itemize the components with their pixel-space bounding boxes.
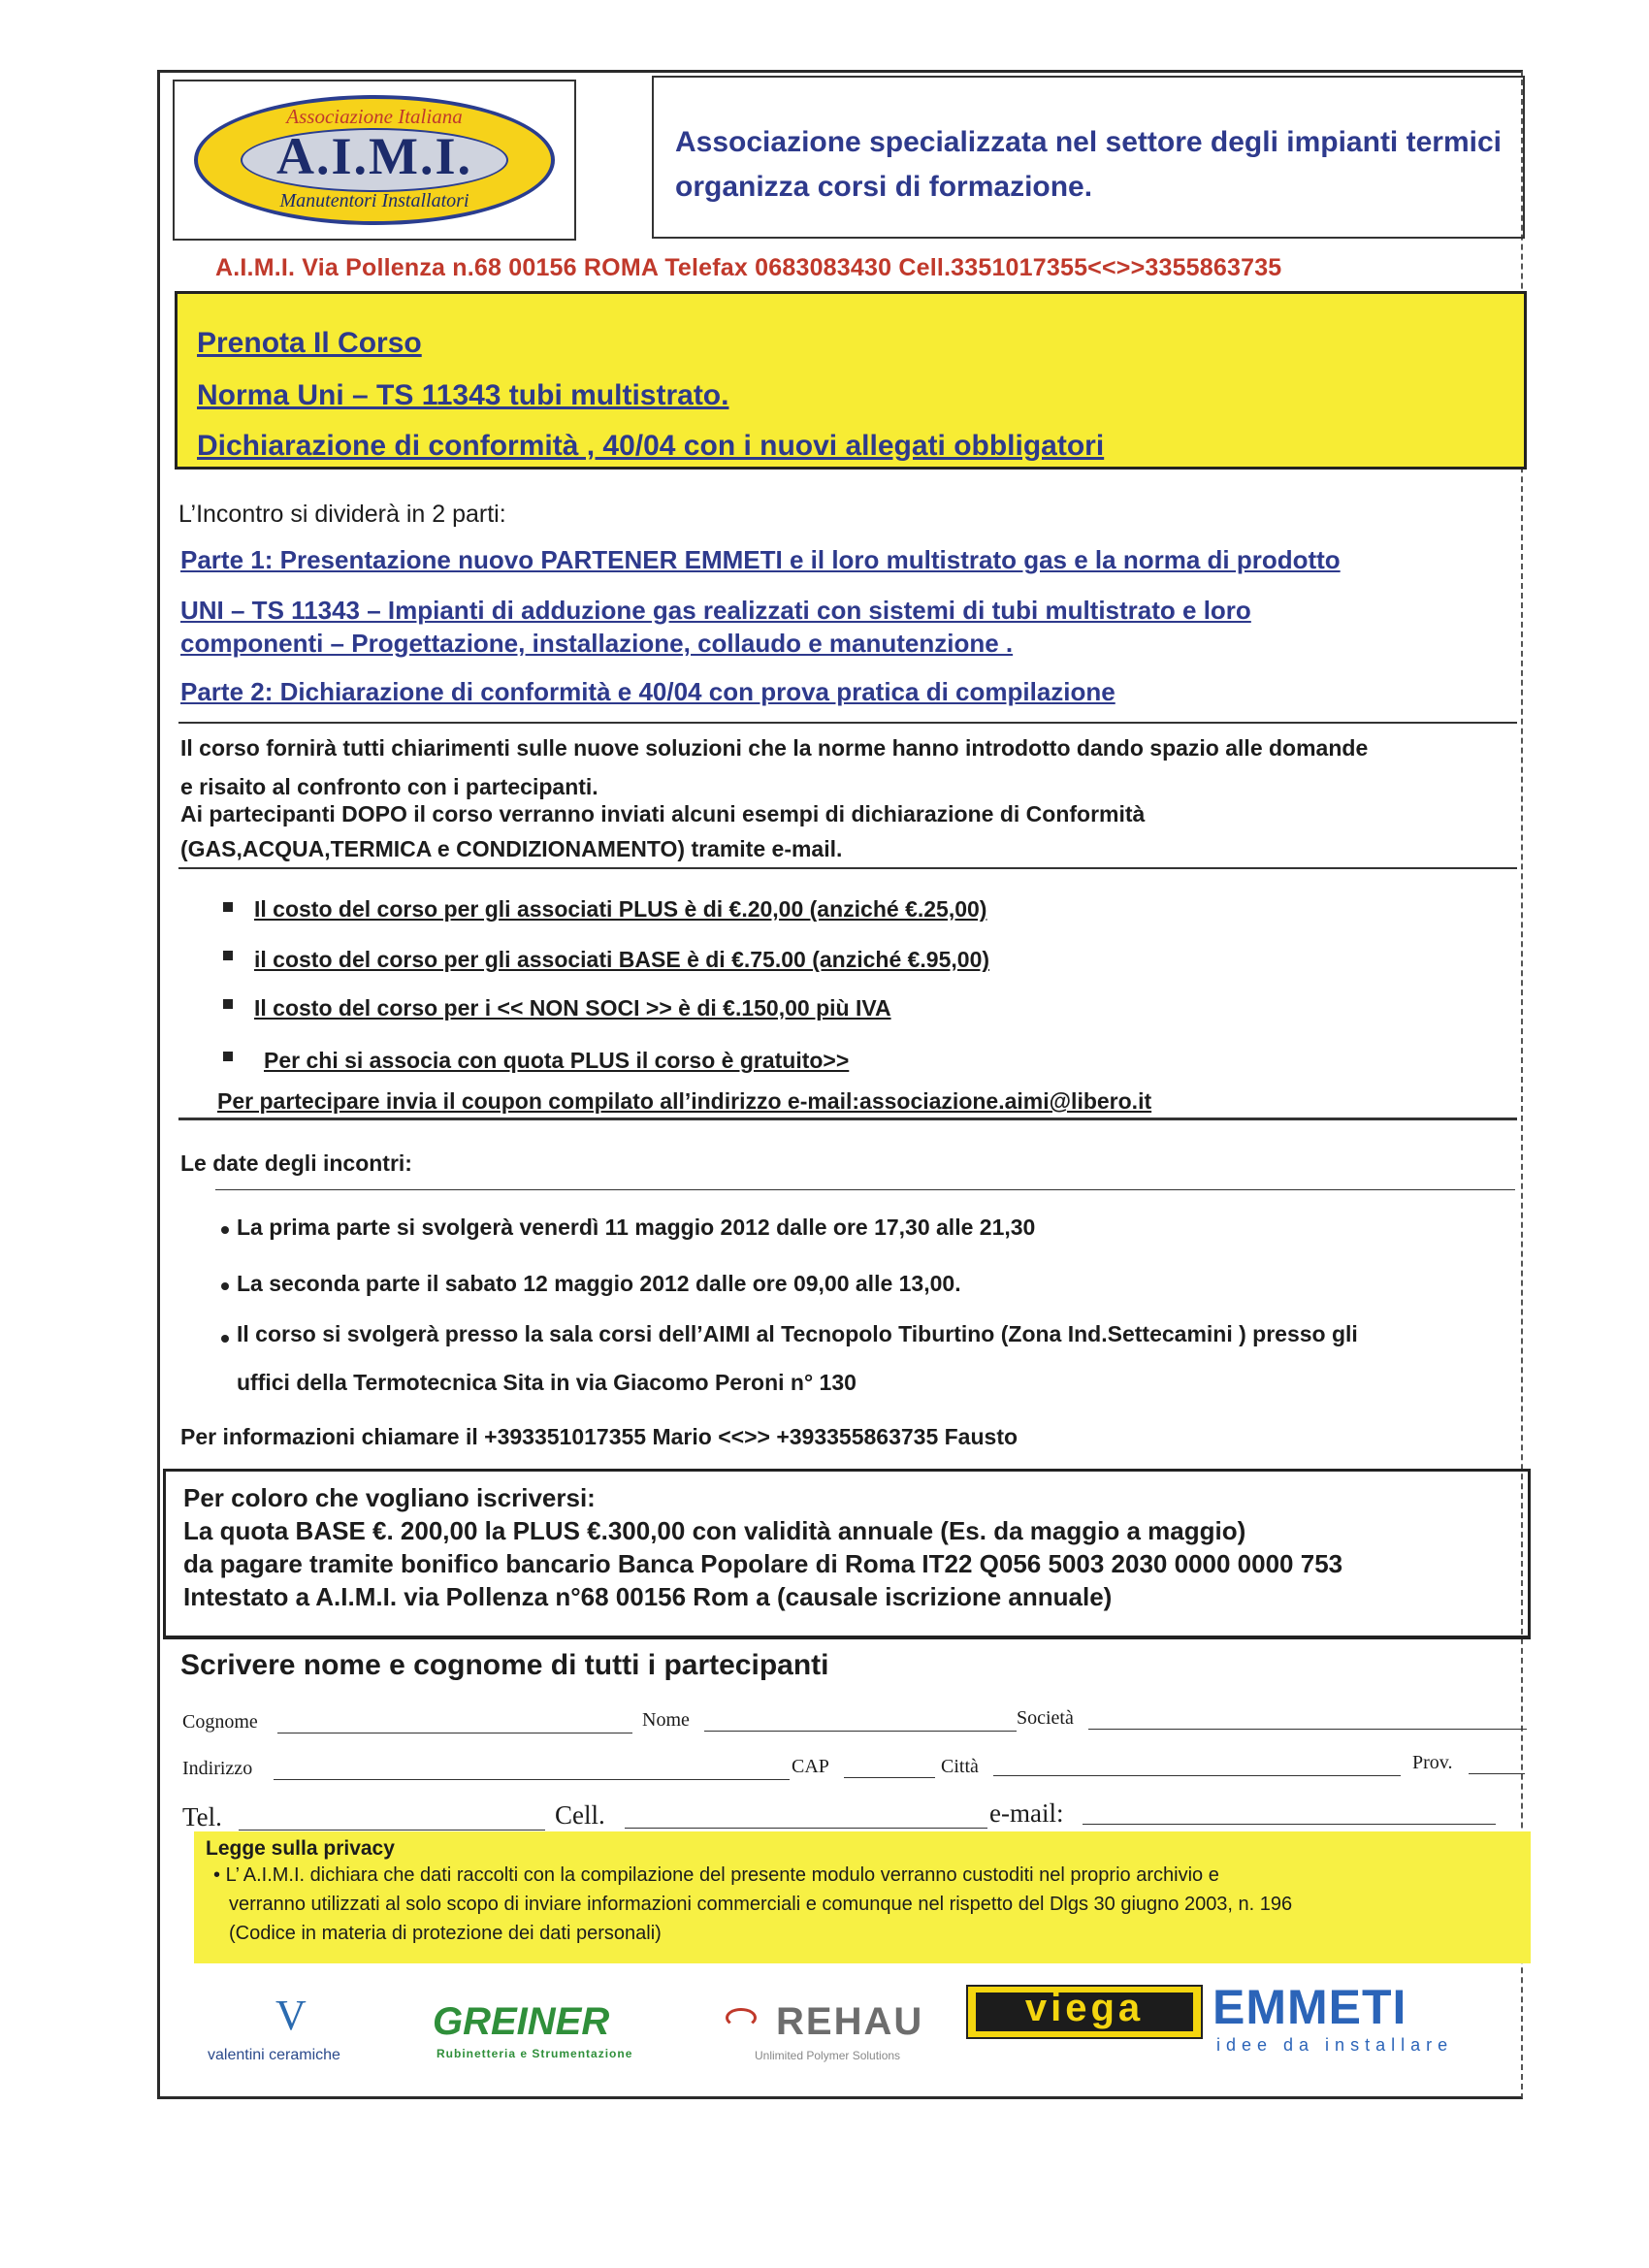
valentini-v-icon: V [275,1992,307,2039]
date-first: La prima parte si svolgerà venerdì 11 maggio 2012 dalle ore 17,30 alle 21,30 [237,1215,1036,1240]
privacy-line3: (Codice in materia di protezione dei dati personali) [229,1923,662,1944]
part1-line1: Parte 1: Presentazione nuovo PARTENER EMMETI e il loro multistrato gas e la norma di prodotto [180,545,1341,574]
enroll-line1: Per coloro che vogliano iscriversi: [183,1483,596,1512]
privacy-title: Legge sulla privacy [206,1837,395,1860]
cost-base: il costo del corso per gli associati BASE è di €.75.00 (anziché €.95,00) [254,947,990,972]
title-norma: Norma Uni – TS 11343 tubi multistrato. [197,379,729,411]
bullet-icon [221,1226,229,1234]
divider [215,1189,1515,1190]
part1-line2: UNI – TS 11343 – Impianti di adduzione gas realizzati con sistemi di tubi multistrato e loro [180,596,1251,625]
enrollment-box [163,1469,1531,1639]
logo-oval [194,95,555,225]
viega-logo [966,1985,1203,2039]
citta-label: Città [941,1756,979,1777]
dates-heading: Le date degli incontri: [180,1150,412,1176]
valentini-name: valentini ceramiche [208,2047,340,2063]
cell-label: Cell. [555,1800,605,1830]
slogan-box: Associazione specializzata nel settore degli impianti termici organizza corsi di formazione. [652,76,1525,239]
emmeti-sub: idee da installare [1216,2035,1454,2055]
email-field[interactable] [1083,1824,1496,1825]
contacts-line: Per informazioni chiamare il +393351017355 Mario <<>> +393355863735 Fausto [180,1424,1018,1449]
cost-non-soci: Il costo del corso per i << NON SOCI >> è di €.150,00 più IVA [254,995,891,1021]
privacy-box [194,1831,1531,1963]
cap-label: CAP [792,1756,829,1777]
greiner-logo [433,1991,704,2068]
square-bullet-icon [223,999,233,1009]
prov-field[interactable] [1469,1773,1525,1774]
tel-label: Tel. [182,1802,222,1831]
address-line: A.I.M.I. Via Pollenza n.68 00156 ROMA Telefax 0683083430 Cell.3351017355<<>>3355863735 [215,254,1282,281]
nome-label: Nome [642,1709,690,1731]
logo-top-text: Associazione Italiana [286,105,463,128]
indirizzo-field[interactable] [274,1779,790,1780]
cost-gratuito: Per chi si associa con quota PLUS il corso è gratuito>> [264,1048,850,1073]
divider [178,1118,1517,1120]
societa-label: Società [1017,1707,1074,1729]
email-label: e-mail: [989,1798,1064,1828]
square-bullet-icon [223,1052,233,1061]
valentini-logo [208,1991,421,2068]
rehau-name: REHAU [776,2000,924,2043]
divider [178,867,1517,869]
coupon-line: Per partecipare invia il coupon compilato all’indirizzo e-mail:associazione.aimi@libero.it [217,1088,1152,1114]
cap-field[interactable] [844,1777,935,1778]
cognome-label: Cognome [182,1711,258,1733]
desc-line4: (GAS,ACQUA,TERMICA e CONDIZIONAMENTO) tramite e-mail. [180,836,843,861]
divider [178,722,1517,724]
square-bullet-icon [223,951,233,960]
greiner-name: GREINER [433,2000,610,2043]
location-line1: Il corso si svolgerà presso la sala corsi dell’AIMI al Tecnopolo Tiburtino (Zona Ind.Settecamini ) presso gli [237,1321,1358,1346]
desc-line3: Ai partecipanti DOPO il corso verranno inviati alcuni esempi di dichiarazione di Conformità [180,801,1146,826]
part2-line: Parte 2: Dichiarazione di conformità e 40/04 con prova pratica di compilazione [180,677,1116,706]
enroll-line3: da pagare tramite bonifico bancario Banca Popolare di Roma IT22 Q056 5003 2030 0000 0000 753 [183,1549,1343,1578]
logo-bottom-text: Manutentori Installatori [279,190,469,211]
part1-line3: componenti – Progettazione, installazione, collaudo e manutenzione . [180,629,1014,658]
privacy-text [206,1861,1519,1948]
logo-main-text: A.I.M.I. [276,127,472,185]
bullet-icon: • [213,1864,226,1886]
desc-line2: e risaito al confronto con i partecipanti. [180,774,598,799]
rehau-sub: Unlimited Polymer Solutions [755,2049,901,2062]
course-title-box [175,291,1527,470]
cell-field[interactable] [625,1828,987,1829]
nome-field[interactable] [704,1731,1017,1732]
privacy-line1: L’ A.I.M.I. dichiara che dati raccolti con la compilazione del presente modulo verranno custoditi nel proprio archivio e [225,1864,1219,1886]
tel-field[interactable] [239,1830,545,1831]
enroll-line2: La quota BASE €. 200,00 la PLUS €.300,00 con validità annuale (Es. da maggio a maggio) [183,1516,1246,1545]
rehau-logo [726,1991,949,2068]
privacy-line2: verranno utilizzati al solo scopo di inviare informazioni commerciali e comunque nel rispetto del Dlgs 30 giugno 2003, n. 196 [229,1894,1293,1915]
citta-field[interactable] [993,1775,1401,1776]
rehau-swoosh-icon [726,2008,757,2027]
aimi-logo [173,80,576,241]
intro-text: L’Incontro si dividerà in 2 parti: [178,501,506,528]
form-heading: Scrivere nome e cognome di tutti i partecipanti [180,1649,829,1681]
enroll-line4: Intestato a A.I.M.I. via Pollenza n°68 00156 Rom a (causale iscrizione annuale) [183,1582,1113,1611]
emmeti-name: EMMETI [1212,1980,1407,2034]
greiner-sub: Rubinetteria e Strumentazione [436,2047,633,2060]
societa-field[interactable] [1088,1729,1527,1730]
viega-name: viega [1024,1987,1145,2029]
desc-line1: Il corso fornirà tutti chiarimenti sulle nuove soluzioni che la norme hanno introdotto dando spazio alle domande [180,735,1369,761]
square-bullet-icon [223,902,233,912]
title-dichiarazione: Dichiarazione di conformità , 40/04 con i nuovi allegati obbligatori [197,430,1105,462]
date-second: La seconda parte il sabato 12 maggio 2012 dalle ore 09,00 alle 13,00. [237,1271,961,1296]
indirizzo-label: Indirizzo [182,1758,253,1779]
title-prenota: Prenota Il Corso [197,327,422,359]
bullet-icon [221,1335,229,1343]
emmeti-logo [1212,1979,1513,2066]
cost-plus: Il costo del corso per gli associati PLUS è di €.20,00 (anziché €.25,00) [254,896,987,922]
prov-label: Prov. [1412,1752,1453,1773]
bullet-icon [221,1282,229,1290]
location-line2: uffici della Termotecnica Sita in via Giacomo Peroni n° 130 [237,1370,857,1395]
